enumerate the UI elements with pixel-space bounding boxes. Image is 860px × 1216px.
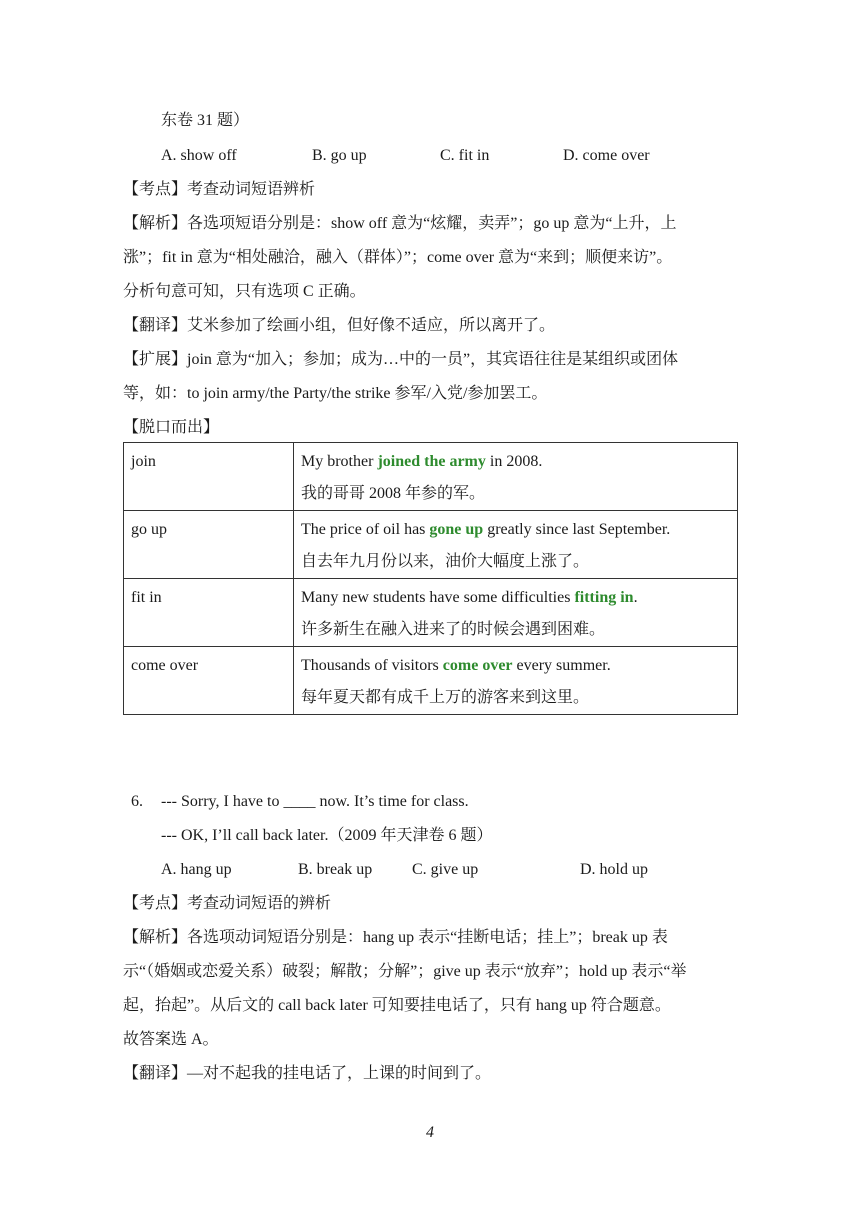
jiexi-text: 各选项短语分别是：show off 意为“炫耀，卖弄”；go up 意为“上升，上	[187, 215, 677, 232]
q6-jiexi-line-3: 起，抬起”。从后文的 call back later 可知要挂电话了，只有 hang up 符合题意。	[123, 997, 671, 1014]
fanyi-tag: 【翻译】	[123, 317, 188, 334]
example-en: My brother joined the army in 2008.	[301, 453, 543, 470]
kaodian-tag: 【考点】	[123, 895, 188, 912]
kaodian-text: 考查动词短语辨析	[187, 181, 316, 198]
example-cn: 我的哥哥 2008 年参的军。	[301, 485, 486, 502]
phrase-table	[123, 442, 738, 715]
example-en: Thousands of visitors come over every summer.	[301, 657, 611, 674]
q5-jiexi-line-1	[123, 213, 676, 235]
q5-jiexi-line-2: 涨”；fit in 意为“相处融洽，融入（群体）”；come over 意为“来到；顺便来访”。	[123, 249, 673, 266]
q6-line-2: --- OK, I’ll call back later.（2009 年天津卷 6 题）	[161, 827, 493, 844]
q5-source-tail: 东卷 31 题）	[161, 112, 250, 129]
q5-option-a: A. show off	[161, 147, 237, 164]
fanyi-text: 艾米参加了绘画小组，但好像不适应，所以离开了。	[187, 317, 556, 334]
example-cell	[294, 647, 738, 715]
q5-option-d: D. come over	[563, 147, 650, 164]
q6-option-a: A. hang up	[161, 861, 232, 878]
q6-option-c: C. give up	[412, 861, 479, 878]
q5-option-c: C. fit in	[440, 147, 490, 164]
example-en: The price of oil has gone up greatly since last September.	[301, 521, 671, 538]
phrase-cell: join	[124, 443, 294, 511]
q6-fanyi	[123, 1063, 491, 1085]
tuokou-label: 【脱口而出】	[123, 419, 220, 436]
table-row	[124, 579, 738, 647]
q5-kaodian	[123, 179, 315, 201]
table-row	[124, 443, 738, 511]
highlight-phrase: joined the army	[377, 453, 486, 470]
phrase-cell: come over	[124, 647, 294, 715]
fanyi-tag: 【翻译】	[123, 1065, 188, 1082]
jiexi-tag: 【解析】	[123, 929, 188, 946]
phrase-cell: fit in	[124, 579, 294, 647]
example-cell	[294, 579, 738, 647]
q6-jiexi-line-4: 故答案选 A。	[123, 1031, 219, 1048]
q6-line-1: --- Sorry, I have to ____ now. It’s time for class.	[161, 793, 469, 810]
q6-number: 6.	[131, 793, 143, 810]
table-row	[124, 647, 738, 715]
q5-kuozhan-line-1	[123, 349, 678, 371]
fanyi-text: —对不起我的挂电话了，上课的时间到了。	[187, 1065, 492, 1082]
kuozhan-tag: 【扩展】	[123, 351, 188, 368]
table-row	[124, 511, 738, 579]
kuozhan-text: join 意为“加入；参加；成为…中的一员”，其宾语往往是某组织或团体	[187, 351, 679, 368]
q6-option-d: D. hold up	[580, 861, 648, 878]
q5-option-b: B. go up	[312, 147, 367, 164]
example-cell	[294, 511, 738, 579]
q6-kaodian	[123, 893, 331, 915]
highlight-phrase: fitting in	[574, 589, 634, 606]
highlight-phrase: come over	[442, 657, 513, 674]
page-number: 4	[426, 1124, 434, 1141]
jiexi-tag: 【解析】	[123, 215, 188, 232]
q6-jiexi-line-1	[123, 927, 668, 949]
example-cell	[294, 443, 738, 511]
q6-option-b: B. break up	[298, 861, 373, 878]
highlight-phrase: gone up	[429, 521, 484, 538]
q6-jiexi-line-2: 示“（婚姻或恋爱关系）破裂；解散；分解”；give up 表示“放弃”；hold up 表示“举	[123, 963, 687, 980]
example-cn: 许多新生在融入进来了的时候会遇到困难。	[301, 621, 606, 638]
phrase-cell: go up	[124, 511, 294, 579]
q5-jiexi-line-3: 分析句意可知，只有选项 C 正确。	[123, 283, 366, 300]
example-cn: 自去年九月份以来，油价大幅度上涨了。	[301, 553, 590, 570]
q5-kuozhan-line-2: 等，如：to join army/the Party/the strike 参军/入党/参加罢工。	[123, 385, 548, 402]
kaodian-tag: 【考点】	[123, 181, 188, 198]
q5-fanyi	[123, 315, 555, 337]
kaodian-text: 考查动词短语的辨析	[187, 895, 332, 912]
jiexi-text: 各选项动词短语分别是：hang up 表示“挂断电话；挂上”；break up 表	[187, 929, 668, 946]
example-en: Many new students have some difficulties fitting in.	[301, 589, 638, 606]
example-cn: 每年夏天都有成千上万的游客来到这里。	[301, 689, 590, 706]
